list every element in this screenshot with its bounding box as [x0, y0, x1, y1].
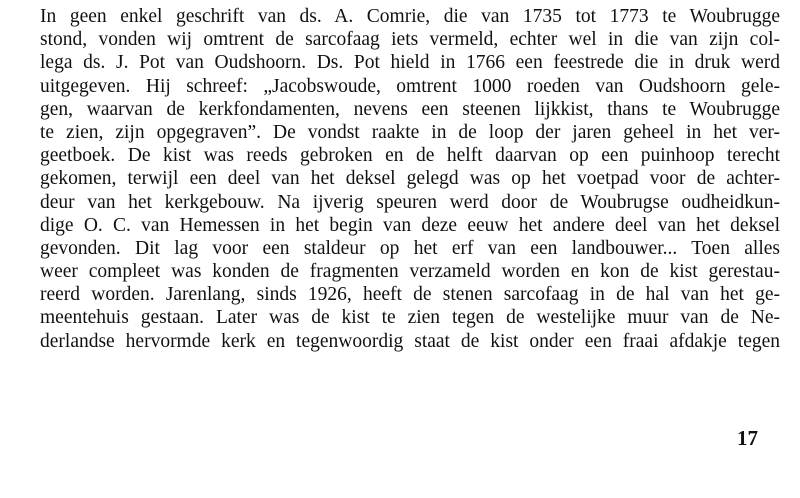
text-line: weer compleet was konden de fragmenten verzameld worden en kon de kist gerestau-: [40, 261, 780, 283]
text-line: reerd worden. Jarenlang, sinds 1926, heeft de stenen sarcofaag in de hal van het ge-: [40, 284, 780, 306]
text-line: deur van het kerkgebouw. Na ijverig speuren werd door de Woubrugse oudheidkun-: [40, 191, 780, 213]
text-line: uitgegeven. Hij schreef: „Jacobswoude, omtrent 1000 roeden van Oudshoorn gele-: [40, 75, 780, 97]
text-line: gekomen, terwijl een deel van het deksel gelegd was op het voetpad voor de achter-: [40, 168, 780, 190]
text-line: derlandse hervormde kerk en tegenwoordig staat de kist onder een fraai afdakje tegen: [40, 330, 780, 352]
text-line: geetboek. De kist was reeds gebroken en de helft daarvan op een puinhoop terecht: [40, 145, 780, 167]
text-line: lega ds. J. Pot van Oudshoorn. Ds. Pot hield in 1766 een feestrede die in druk werd: [40, 52, 780, 74]
page-number: 17: [737, 426, 758, 450]
body-paragraph: [40, 5, 780, 353]
text-line: te zien, zijn opgegraven”. De vondst raakte in de loop der jaren geheel in het ver-: [40, 121, 780, 143]
text-line: dige O. C. van Hemessen in het begin van deze eeuw het andere deel van het deksel: [40, 214, 780, 236]
text-line: In geen enkel geschrift van ds. A. Comrie, die van 1735 tot 1773 te Woubrugge: [40, 6, 780, 27]
text-line: gen, waarvan de kerkfondamenten, nevens een steenen lijkkist, thans te Woubrugge: [40, 98, 780, 120]
text-line: meentehuis gestaan. Later was de kist te zien tegen de westelijke muur van de Ne-: [40, 307, 780, 329]
text-line: gevonden. Dit lag voor een staldeur op het erf van een landbouwer... Toen alles: [40, 237, 780, 259]
text-line: stond, vonden wij omtrent de sarcofaag iets vermeld, echter wel in die van zijn col-: [40, 29, 780, 51]
